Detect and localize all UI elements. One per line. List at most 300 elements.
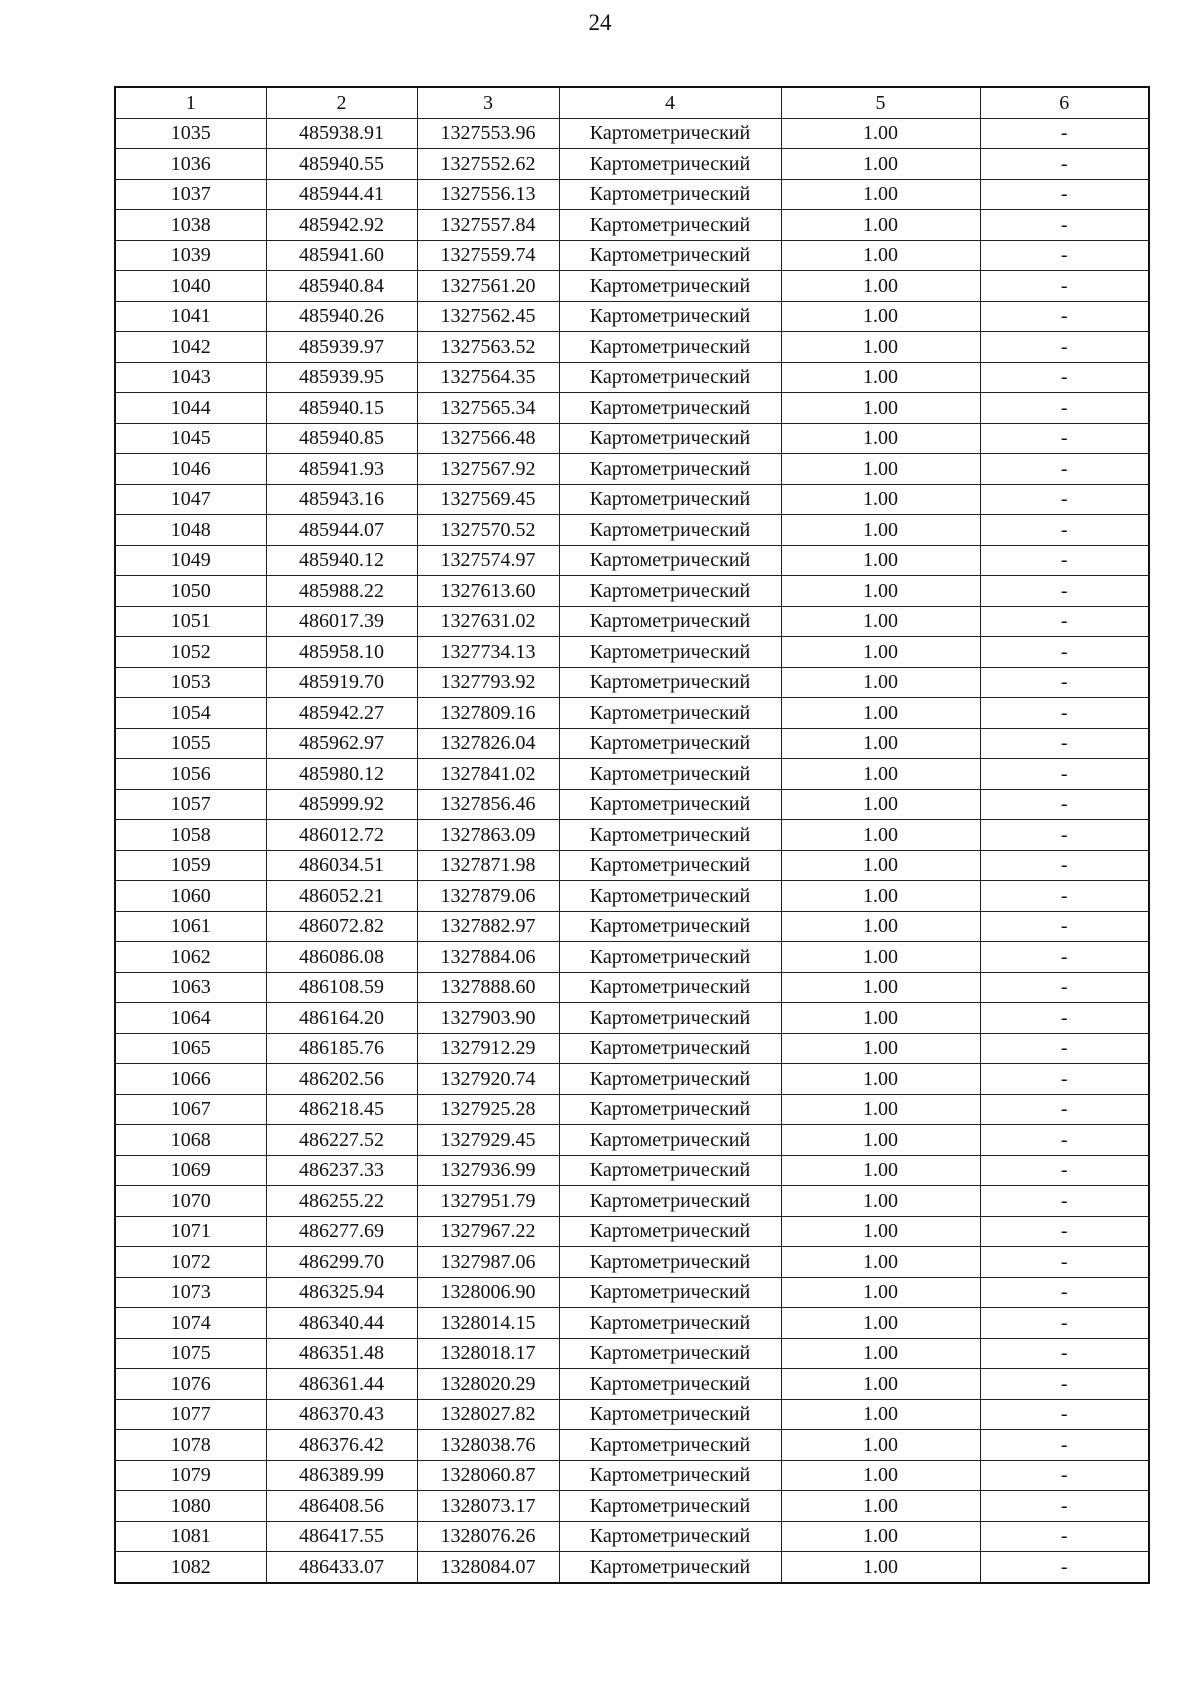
x-coordinate-cell: 486376.42 bbox=[266, 1430, 417, 1461]
point-number-cell: 1055 bbox=[115, 728, 266, 759]
table-row bbox=[115, 393, 1149, 424]
y-coordinate-cell: 1327564.35 bbox=[417, 362, 559, 393]
y-coordinate-cell: 1327809.16 bbox=[417, 698, 559, 729]
table-row bbox=[115, 271, 1149, 302]
note-cell: - bbox=[980, 637, 1149, 668]
accuracy-cell: 1.00 bbox=[781, 1094, 980, 1125]
x-coordinate-cell: 486237.33 bbox=[266, 1155, 417, 1186]
x-coordinate-cell: 485940.85 bbox=[266, 423, 417, 454]
point-number-cell: 1052 bbox=[115, 637, 266, 668]
x-coordinate-cell: 485919.70 bbox=[266, 667, 417, 698]
note-cell: - bbox=[980, 606, 1149, 637]
x-coordinate-cell: 486052.21 bbox=[266, 881, 417, 912]
note-cell: - bbox=[980, 1491, 1149, 1522]
column-header: 4 bbox=[559, 87, 781, 118]
point-number-cell: 1078 bbox=[115, 1430, 266, 1461]
note-cell: - bbox=[980, 881, 1149, 912]
note-cell: - bbox=[980, 576, 1149, 607]
y-coordinate-cell: 1327557.84 bbox=[417, 210, 559, 241]
point-number-cell: 1073 bbox=[115, 1277, 266, 1308]
note-cell: - bbox=[980, 1003, 1149, 1034]
y-coordinate-cell: 1327925.28 bbox=[417, 1094, 559, 1125]
accuracy-cell: 1.00 bbox=[781, 1491, 980, 1522]
point-number-cell: 1054 bbox=[115, 698, 266, 729]
point-number-cell: 1080 bbox=[115, 1491, 266, 1522]
point-number-cell: 1067 bbox=[115, 1094, 266, 1125]
note-cell: - bbox=[980, 332, 1149, 363]
table-row bbox=[115, 789, 1149, 820]
y-coordinate-cell: 1328018.17 bbox=[417, 1338, 559, 1369]
method-cell: Картометрический bbox=[559, 545, 781, 576]
x-coordinate-cell: 485940.84 bbox=[266, 271, 417, 302]
table-row bbox=[115, 1338, 1149, 1369]
table-row bbox=[115, 210, 1149, 241]
table-row bbox=[115, 942, 1149, 973]
column-header: 1 bbox=[115, 87, 266, 118]
table-row bbox=[115, 1430, 1149, 1461]
table-row bbox=[115, 1369, 1149, 1400]
accuracy-cell: 1.00 bbox=[781, 1186, 980, 1217]
point-number-cell: 1049 bbox=[115, 545, 266, 576]
method-cell: Картометрический bbox=[559, 454, 781, 485]
point-number-cell: 1036 bbox=[115, 149, 266, 180]
accuracy-cell: 1.00 bbox=[781, 1247, 980, 1278]
y-coordinate-cell: 1327631.02 bbox=[417, 606, 559, 637]
point-number-cell: 1050 bbox=[115, 576, 266, 607]
coordinates-table bbox=[114, 86, 1150, 1584]
note-cell: - bbox=[980, 1094, 1149, 1125]
y-coordinate-cell: 1327882.97 bbox=[417, 911, 559, 942]
y-coordinate-cell: 1327574.97 bbox=[417, 545, 559, 576]
method-cell: Картометрический bbox=[559, 667, 781, 698]
note-cell: - bbox=[980, 911, 1149, 942]
method-cell: Картометрический bbox=[559, 301, 781, 332]
y-coordinate-cell: 1327879.06 bbox=[417, 881, 559, 912]
note-cell: - bbox=[980, 1277, 1149, 1308]
table-row bbox=[115, 454, 1149, 485]
y-coordinate-cell: 1327565.34 bbox=[417, 393, 559, 424]
note-cell: - bbox=[980, 667, 1149, 698]
accuracy-cell: 1.00 bbox=[781, 911, 980, 942]
accuracy-cell: 1.00 bbox=[781, 1033, 980, 1064]
accuracy-cell: 1.00 bbox=[781, 545, 980, 576]
y-coordinate-cell: 1327553.96 bbox=[417, 118, 559, 149]
x-coordinate-cell: 486255.22 bbox=[266, 1186, 417, 1217]
column-header: 6 bbox=[980, 87, 1149, 118]
table-row bbox=[115, 1155, 1149, 1186]
y-coordinate-cell: 1327903.90 bbox=[417, 1003, 559, 1034]
y-coordinate-cell: 1327929.45 bbox=[417, 1125, 559, 1156]
column-header: 2 bbox=[266, 87, 417, 118]
accuracy-cell: 1.00 bbox=[781, 1521, 980, 1552]
x-coordinate-cell: 485940.12 bbox=[266, 545, 417, 576]
point-number-cell: 1082 bbox=[115, 1552, 266, 1583]
point-number-cell: 1074 bbox=[115, 1308, 266, 1339]
method-cell: Картометрический bbox=[559, 850, 781, 881]
note-cell: - bbox=[980, 515, 1149, 546]
note-cell: - bbox=[980, 484, 1149, 515]
method-cell: Картометрический bbox=[559, 240, 781, 271]
point-number-cell: 1063 bbox=[115, 972, 266, 1003]
point-number-cell: 1064 bbox=[115, 1003, 266, 1034]
accuracy-cell: 1.00 bbox=[781, 423, 980, 454]
method-cell: Картометрический bbox=[559, 606, 781, 637]
table-row bbox=[115, 1308, 1149, 1339]
x-coordinate-cell: 486408.56 bbox=[266, 1491, 417, 1522]
y-coordinate-cell: 1327561.20 bbox=[417, 271, 559, 302]
note-cell: - bbox=[980, 301, 1149, 332]
table-row bbox=[115, 1216, 1149, 1247]
point-number-cell: 1040 bbox=[115, 271, 266, 302]
x-coordinate-cell: 486325.94 bbox=[266, 1277, 417, 1308]
y-coordinate-cell: 1327967.22 bbox=[417, 1216, 559, 1247]
method-cell: Картометрический bbox=[559, 1247, 781, 1278]
accuracy-cell: 1.00 bbox=[781, 942, 980, 973]
table-row bbox=[115, 1125, 1149, 1156]
accuracy-cell: 1.00 bbox=[781, 759, 980, 790]
point-number-cell: 1065 bbox=[115, 1033, 266, 1064]
y-coordinate-cell: 1327613.60 bbox=[417, 576, 559, 607]
note-cell: - bbox=[980, 1125, 1149, 1156]
x-coordinate-cell: 485938.91 bbox=[266, 118, 417, 149]
point-number-cell: 1045 bbox=[115, 423, 266, 454]
note-cell: - bbox=[980, 179, 1149, 210]
method-cell: Картометрический bbox=[559, 1033, 781, 1064]
method-cell: Картометрический bbox=[559, 789, 781, 820]
method-cell: Картометрический bbox=[559, 698, 781, 729]
method-cell: Картометрический bbox=[559, 1125, 781, 1156]
table-row bbox=[115, 698, 1149, 729]
table-row bbox=[115, 881, 1149, 912]
note-cell: - bbox=[980, 1155, 1149, 1186]
x-coordinate-cell: 485943.16 bbox=[266, 484, 417, 515]
x-coordinate-cell: 486017.39 bbox=[266, 606, 417, 637]
table-row bbox=[115, 1186, 1149, 1217]
accuracy-cell: 1.00 bbox=[781, 301, 980, 332]
method-cell: Картометрический bbox=[559, 1491, 781, 1522]
point-number-cell: 1043 bbox=[115, 362, 266, 393]
accuracy-cell: 1.00 bbox=[781, 271, 980, 302]
accuracy-cell: 1.00 bbox=[781, 850, 980, 881]
x-coordinate-cell: 486351.48 bbox=[266, 1338, 417, 1369]
accuracy-cell: 1.00 bbox=[781, 1552, 980, 1583]
x-coordinate-cell: 485939.95 bbox=[266, 362, 417, 393]
table-row bbox=[115, 637, 1149, 668]
y-coordinate-cell: 1327841.02 bbox=[417, 759, 559, 790]
table-header-row bbox=[115, 87, 1149, 118]
accuracy-cell: 1.00 bbox=[781, 454, 980, 485]
accuracy-cell: 1.00 bbox=[781, 728, 980, 759]
accuracy-cell: 1.00 bbox=[781, 210, 980, 241]
y-coordinate-cell: 1327793.92 bbox=[417, 667, 559, 698]
y-coordinate-cell: 1327734.13 bbox=[417, 637, 559, 668]
method-cell: Картометрический bbox=[559, 1064, 781, 1095]
note-cell: - bbox=[980, 1430, 1149, 1461]
x-coordinate-cell: 485988.22 bbox=[266, 576, 417, 607]
point-number-cell: 1041 bbox=[115, 301, 266, 332]
point-number-cell: 1038 bbox=[115, 210, 266, 241]
table-row bbox=[115, 240, 1149, 271]
method-cell: Картометрический bbox=[559, 1155, 781, 1186]
method-cell: Картометрический bbox=[559, 484, 781, 515]
note-cell: - bbox=[980, 759, 1149, 790]
table-row bbox=[115, 759, 1149, 790]
point-number-cell: 1053 bbox=[115, 667, 266, 698]
point-number-cell: 1076 bbox=[115, 1369, 266, 1400]
y-coordinate-cell: 1327863.09 bbox=[417, 820, 559, 851]
x-coordinate-cell: 486202.56 bbox=[266, 1064, 417, 1095]
method-cell: Картометрический bbox=[559, 1003, 781, 1034]
point-number-cell: 1060 bbox=[115, 881, 266, 912]
method-cell: Картометрический bbox=[559, 1216, 781, 1247]
accuracy-cell: 1.00 bbox=[781, 149, 980, 180]
note-cell: - bbox=[980, 1338, 1149, 1369]
y-coordinate-cell: 1328076.26 bbox=[417, 1521, 559, 1552]
accuracy-cell: 1.00 bbox=[781, 1430, 980, 1461]
method-cell: Картометрический bbox=[559, 179, 781, 210]
note-cell: - bbox=[980, 210, 1149, 241]
y-coordinate-cell: 1327559.74 bbox=[417, 240, 559, 271]
method-cell: Картометрический bbox=[559, 1277, 781, 1308]
x-coordinate-cell: 486108.59 bbox=[266, 972, 417, 1003]
accuracy-cell: 1.00 bbox=[781, 637, 980, 668]
method-cell: Картометрический bbox=[559, 332, 781, 363]
y-coordinate-cell: 1327884.06 bbox=[417, 942, 559, 973]
accuracy-cell: 1.00 bbox=[781, 1277, 980, 1308]
x-coordinate-cell: 485944.41 bbox=[266, 179, 417, 210]
method-cell: Картометрический bbox=[559, 1338, 781, 1369]
note-cell: - bbox=[980, 698, 1149, 729]
table-row bbox=[115, 179, 1149, 210]
x-coordinate-cell: 486433.07 bbox=[266, 1552, 417, 1583]
note-cell: - bbox=[980, 1064, 1149, 1095]
accuracy-cell: 1.00 bbox=[781, 698, 980, 729]
column-header: 3 bbox=[417, 87, 559, 118]
y-coordinate-cell: 1327556.13 bbox=[417, 179, 559, 210]
x-coordinate-cell: 486072.82 bbox=[266, 911, 417, 942]
accuracy-cell: 1.00 bbox=[781, 484, 980, 515]
accuracy-cell: 1.00 bbox=[781, 1338, 980, 1369]
y-coordinate-cell: 1328027.82 bbox=[417, 1399, 559, 1430]
table-row bbox=[115, 1277, 1149, 1308]
x-coordinate-cell: 485941.93 bbox=[266, 454, 417, 485]
x-coordinate-cell: 485962.97 bbox=[266, 728, 417, 759]
method-cell: Картометрический bbox=[559, 1521, 781, 1552]
point-number-cell: 1039 bbox=[115, 240, 266, 271]
method-cell: Картометрический bbox=[559, 1552, 781, 1583]
accuracy-cell: 1.00 bbox=[781, 1308, 980, 1339]
accuracy-cell: 1.00 bbox=[781, 972, 980, 1003]
method-cell: Картометрический bbox=[559, 576, 781, 607]
x-coordinate-cell: 486370.43 bbox=[266, 1399, 417, 1430]
accuracy-cell: 1.00 bbox=[781, 1216, 980, 1247]
accuracy-cell: 1.00 bbox=[781, 1003, 980, 1034]
table-row bbox=[115, 484, 1149, 515]
method-cell: Картометрический bbox=[559, 393, 781, 424]
note-cell: - bbox=[980, 1460, 1149, 1491]
x-coordinate-cell: 486012.72 bbox=[266, 820, 417, 851]
table-row bbox=[115, 301, 1149, 332]
method-cell: Картометрический bbox=[559, 759, 781, 790]
point-number-cell: 1071 bbox=[115, 1216, 266, 1247]
point-number-cell: 1081 bbox=[115, 1521, 266, 1552]
method-cell: Картометрический bbox=[559, 1399, 781, 1430]
method-cell: Картометрический bbox=[559, 820, 781, 851]
note-cell: - bbox=[980, 1369, 1149, 1400]
point-number-cell: 1048 bbox=[115, 515, 266, 546]
method-cell: Картометрический bbox=[559, 1430, 781, 1461]
table-row bbox=[115, 1399, 1149, 1430]
y-coordinate-cell: 1328014.15 bbox=[417, 1308, 559, 1339]
y-coordinate-cell: 1328073.17 bbox=[417, 1491, 559, 1522]
x-coordinate-cell: 486361.44 bbox=[266, 1369, 417, 1400]
note-cell: - bbox=[980, 1186, 1149, 1217]
accuracy-cell: 1.00 bbox=[781, 362, 980, 393]
point-number-cell: 1037 bbox=[115, 179, 266, 210]
method-cell: Картометрический bbox=[559, 637, 781, 668]
method-cell: Картометрический bbox=[559, 118, 781, 149]
point-number-cell: 1044 bbox=[115, 393, 266, 424]
y-coordinate-cell: 1327951.79 bbox=[417, 1186, 559, 1217]
accuracy-cell: 1.00 bbox=[781, 1125, 980, 1156]
accuracy-cell: 1.00 bbox=[781, 240, 980, 271]
point-number-cell: 1069 bbox=[115, 1155, 266, 1186]
table-row bbox=[115, 1033, 1149, 1064]
table-row bbox=[115, 1491, 1149, 1522]
y-coordinate-cell: 1327570.52 bbox=[417, 515, 559, 546]
note-cell: - bbox=[980, 423, 1149, 454]
accuracy-cell: 1.00 bbox=[781, 667, 980, 698]
table-row bbox=[115, 1094, 1149, 1125]
table-row bbox=[115, 1247, 1149, 1278]
table-row bbox=[115, 1064, 1149, 1095]
point-number-cell: 1066 bbox=[115, 1064, 266, 1095]
x-coordinate-cell: 485942.92 bbox=[266, 210, 417, 241]
point-number-cell: 1058 bbox=[115, 820, 266, 851]
table-row bbox=[115, 911, 1149, 942]
note-cell: - bbox=[980, 1399, 1149, 1430]
accuracy-cell: 1.00 bbox=[781, 1064, 980, 1095]
table-row bbox=[115, 545, 1149, 576]
y-coordinate-cell: 1328038.76 bbox=[417, 1430, 559, 1461]
point-number-cell: 1047 bbox=[115, 484, 266, 515]
note-cell: - bbox=[980, 1247, 1149, 1278]
y-coordinate-cell: 1327987.06 bbox=[417, 1247, 559, 1278]
method-cell: Картометрический bbox=[559, 1460, 781, 1491]
point-number-cell: 1051 bbox=[115, 606, 266, 637]
accuracy-cell: 1.00 bbox=[781, 1399, 980, 1430]
table-row bbox=[115, 118, 1149, 149]
x-coordinate-cell: 485958.10 bbox=[266, 637, 417, 668]
method-cell: Картометрический bbox=[559, 362, 781, 393]
method-cell: Картометрический bbox=[559, 149, 781, 180]
point-number-cell: 1056 bbox=[115, 759, 266, 790]
x-coordinate-cell: 485941.60 bbox=[266, 240, 417, 271]
x-coordinate-cell: 486185.76 bbox=[266, 1033, 417, 1064]
accuracy-cell: 1.00 bbox=[781, 576, 980, 607]
table-row bbox=[115, 850, 1149, 881]
table-row bbox=[115, 1460, 1149, 1491]
x-coordinate-cell: 485939.97 bbox=[266, 332, 417, 363]
method-cell: Картометрический bbox=[559, 1186, 781, 1217]
x-coordinate-cell: 486086.08 bbox=[266, 942, 417, 973]
y-coordinate-cell: 1327888.60 bbox=[417, 972, 559, 1003]
point-number-cell: 1070 bbox=[115, 1186, 266, 1217]
table-row bbox=[115, 606, 1149, 637]
method-cell: Картометрический bbox=[559, 271, 781, 302]
note-cell: - bbox=[980, 362, 1149, 393]
method-cell: Картометрический bbox=[559, 881, 781, 912]
table-body bbox=[115, 118, 1149, 1583]
method-cell: Картометрический bbox=[559, 515, 781, 546]
accuracy-cell: 1.00 bbox=[781, 789, 980, 820]
point-number-cell: 1061 bbox=[115, 911, 266, 942]
method-cell: Картометрический bbox=[559, 1308, 781, 1339]
note-cell: - bbox=[980, 454, 1149, 485]
x-coordinate-cell: 485940.26 bbox=[266, 301, 417, 332]
x-coordinate-cell: 485940.15 bbox=[266, 393, 417, 424]
note-cell: - bbox=[980, 942, 1149, 973]
y-coordinate-cell: 1327563.52 bbox=[417, 332, 559, 363]
point-number-cell: 1062 bbox=[115, 942, 266, 973]
y-coordinate-cell: 1327936.99 bbox=[417, 1155, 559, 1186]
table-row bbox=[115, 149, 1149, 180]
y-coordinate-cell: 1327567.92 bbox=[417, 454, 559, 485]
point-number-cell: 1077 bbox=[115, 1399, 266, 1430]
table-row bbox=[115, 820, 1149, 851]
table-row bbox=[115, 423, 1149, 454]
x-coordinate-cell: 486417.55 bbox=[266, 1521, 417, 1552]
x-coordinate-cell: 486218.45 bbox=[266, 1094, 417, 1125]
y-coordinate-cell: 1327920.74 bbox=[417, 1064, 559, 1095]
y-coordinate-cell: 1327566.48 bbox=[417, 423, 559, 454]
x-coordinate-cell: 486340.44 bbox=[266, 1308, 417, 1339]
table-row bbox=[115, 667, 1149, 698]
method-cell: Картометрический bbox=[559, 1094, 781, 1125]
y-coordinate-cell: 1327871.98 bbox=[417, 850, 559, 881]
x-coordinate-cell: 486227.52 bbox=[266, 1125, 417, 1156]
accuracy-cell: 1.00 bbox=[781, 1369, 980, 1400]
accuracy-cell: 1.00 bbox=[781, 393, 980, 424]
table-row bbox=[115, 515, 1149, 546]
note-cell: - bbox=[980, 1033, 1149, 1064]
x-coordinate-cell: 486389.99 bbox=[266, 1460, 417, 1491]
point-number-cell: 1072 bbox=[115, 1247, 266, 1278]
accuracy-cell: 1.00 bbox=[781, 332, 980, 363]
y-coordinate-cell: 1328006.90 bbox=[417, 1277, 559, 1308]
point-number-cell: 1079 bbox=[115, 1460, 266, 1491]
note-cell: - bbox=[980, 1308, 1149, 1339]
method-cell: Картометрический bbox=[559, 728, 781, 759]
note-cell: - bbox=[980, 240, 1149, 271]
accuracy-cell: 1.00 bbox=[781, 881, 980, 912]
accuracy-cell: 1.00 bbox=[781, 118, 980, 149]
note-cell: - bbox=[980, 271, 1149, 302]
x-coordinate-cell: 485980.12 bbox=[266, 759, 417, 790]
method-cell: Картометрический bbox=[559, 942, 781, 973]
x-coordinate-cell: 485944.07 bbox=[266, 515, 417, 546]
table-row bbox=[115, 1552, 1149, 1583]
accuracy-cell: 1.00 bbox=[781, 820, 980, 851]
method-cell: Картометрический bbox=[559, 911, 781, 942]
x-coordinate-cell: 486034.51 bbox=[266, 850, 417, 881]
table-row bbox=[115, 972, 1149, 1003]
note-cell: - bbox=[980, 850, 1149, 881]
method-cell: Картометрический bbox=[559, 210, 781, 241]
table-row bbox=[115, 1521, 1149, 1552]
table-row bbox=[115, 576, 1149, 607]
note-cell: - bbox=[980, 820, 1149, 851]
